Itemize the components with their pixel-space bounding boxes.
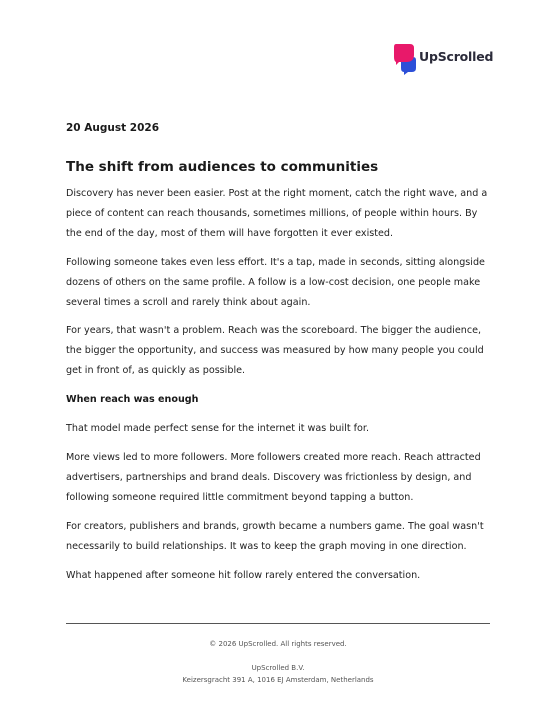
footer-address: Keizersgracht 391 A, 1016 EJ Amsterdam, Netherlands	[182, 676, 374, 684]
article	[66, 118, 496, 581]
paragraph: Discovery has never been easier. Post at the right moment, catch the right wave, and a piece of content can reach thousands, sometimes millions, of people within hours. By the end of the day, most of them will have forgotten it ever existed.	[66, 188, 488, 239]
section-heading: When reach was enough	[66, 394, 199, 406]
brand-name: UpScrolled	[419, 48, 494, 64]
article-body	[66, 184, 496, 594]
footer-company: UpScrolled B.V.	[251, 664, 305, 672]
paragraph: Following someone takes even less effort. It's a tap, made in seconds, sitting alongside dozens of others on the same profile. A follow is a low-cost decision, one people make several times a scroll and rarely think about again.	[66, 256, 485, 308]
paragraph: For creators, publishers and brands, growth became a numbers game. The goal wasn't necessarily to build relationships. It was to keep the graph moving in one direction.	[66, 520, 484, 552]
paragraph: For years, that wasn't a problem. Reach was the scoreboard. The bigger the audience, the bigger the opportunity, and success was measured by how many people you could get in front of, as quickly as possible.	[66, 325, 484, 377]
footer-divider	[66, 623, 490, 624]
upscrolled-logo-icon	[393, 43, 417, 75]
footer-copyright: © 2026 UpScrolled. All rights reserved.	[209, 640, 347, 648]
article-date: 20 August 2026	[66, 122, 160, 134]
brand-logo	[393, 43, 493, 75]
paragraph: More views led to more followers. More followers created more reach. Reach attracted advertisers, partnerships and brand deals. Discovery was frictionless by design, and following someone required little commitment beyond tapping a button.	[66, 451, 481, 503]
paragraph: What happened after someone hit follow rarely entered the conversation.	[66, 569, 421, 581]
paragraph: That model made perfect sense for the internet it was built for.	[66, 423, 369, 435]
article-title: The shift from audiences to communities	[66, 159, 379, 175]
